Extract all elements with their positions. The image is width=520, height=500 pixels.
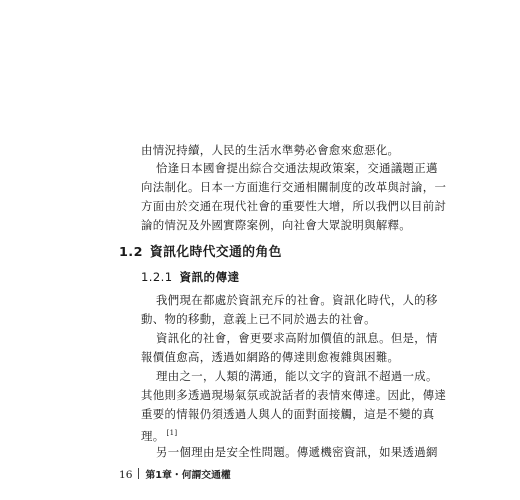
paragraph-line: 方面由於交通在現代社會的重要性大增，所以我們以目前討	[141, 199, 447, 213]
paragraph-line: 我們現在都處於資訊充斥的社會。資訊化時代，人的移	[156, 293, 438, 307]
section-title: 資訊化時代交通的角色	[149, 245, 282, 260]
paragraph-text: 理。	[141, 429, 165, 443]
paragraph-line: 重要的情報仍須透過人與人的面對面接觸，這是不變的真	[141, 407, 435, 421]
paragraph-line: 由情況持續，人民的生活水準勢必會愈來愈惡化。	[141, 143, 400, 157]
paragraph-line: 其他則多透過現場氣氛或說話者的表情來傳達。因此，傳達	[141, 388, 447, 402]
paragraph-line: 向法制化。日本一方面進行交通相關制度的改革與討論，一	[141, 180, 447, 194]
footer-divider	[138, 468, 139, 479]
page-number: 16	[119, 469, 133, 481]
paragraph-line: 另一個理由是安全性問題。傳遞機密資訊，如果透過網	[156, 445, 438, 459]
section-heading	[119, 241, 282, 260]
paragraph-line: 論的情況及外國實際案例，向社會大眾說明與解釋。	[141, 218, 412, 232]
footnote-reference[interactable]: [1]	[166, 429, 178, 437]
paragraph-line: 理由之一，人類的溝通，能以文字的資訊不超過一成。	[156, 369, 438, 383]
paragraph-line	[0, 425, 520, 444]
subsection-heading	[141, 269, 239, 285]
running-chapter-title: 第1章・何謂交通權	[145, 470, 231, 481]
section-number: 1.2	[119, 245, 143, 260]
subsection-number: 1.2.1	[141, 270, 173, 284]
paragraph-line: 資訊化的社會，會更要求高附加價值的訊息。但是，情	[156, 331, 438, 345]
page-footer	[119, 467, 231, 481]
paragraph-line: 報價值愈高，透過如網路的傳達則愈複雜與困難。	[141, 350, 400, 364]
paragraph-line: 動、物的移動，意義上已不同於過去的社會。	[141, 312, 376, 326]
subsection-title: 資訊的傳達	[179, 270, 240, 284]
paragraph-line: 恰逢日本國會提出綜合交通法規政策案，交通議題正邁	[156, 161, 438, 175]
